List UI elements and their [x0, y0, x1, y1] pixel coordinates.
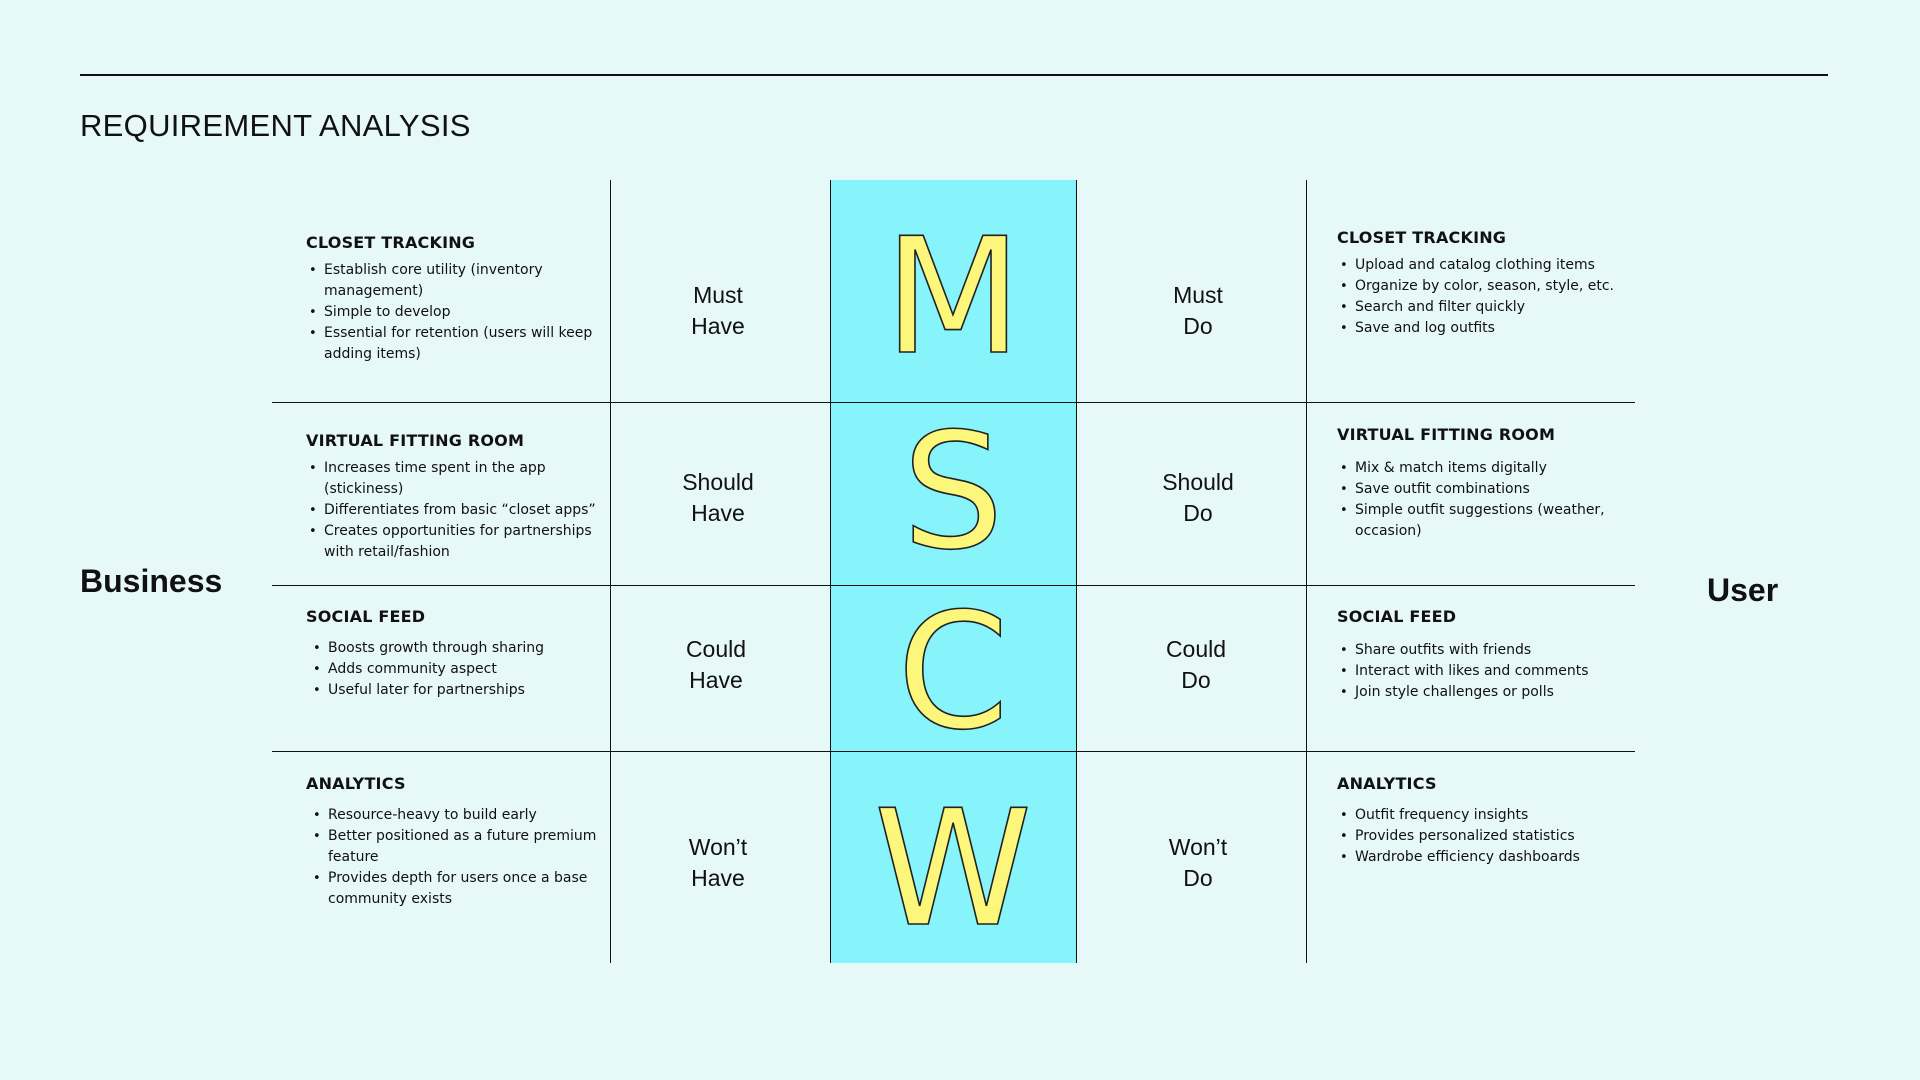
bullet-list: [1337, 805, 1637, 868]
bullet-list: [1337, 458, 1637, 542]
user-section-analytics: [1337, 774, 1637, 868]
moscow-letter-w: [830, 788, 1076, 938]
section-title: SOCIAL FEED: [1337, 607, 1457, 626]
list-item: • Outfit frequency insights: [1355, 805, 1637, 826]
business-section-virtual-fitting-room: [306, 431, 606, 563]
bullet-list: [1337, 640, 1637, 703]
user-section-virtual-fitting-room: [1337, 425, 1637, 542]
section-title: CLOSET TRACKING: [306, 233, 476, 252]
section-title: ANALYTICS: [1337, 774, 1437, 793]
list-item: • Interact with likes and comments: [1355, 661, 1637, 682]
moscow-letter-s: [830, 411, 1076, 561]
section-title: SOCIAL FEED: [306, 607, 426, 626]
business-section-closet-tracking: [306, 233, 606, 365]
business-priority-label: Could Have: [685, 636, 747, 693]
grid-horizontal-line: [272, 751, 1635, 752]
list-item: • Upload and catalog clothing items: [1355, 255, 1637, 276]
list-item: • Mix & match items digitally: [1355, 458, 1637, 479]
list-item: • Creates opportunities for partnerships with retail/fashion: [324, 521, 606, 563]
section-title: VIRTUAL FITTING ROOM: [306, 431, 525, 450]
business-section-social-feed: [306, 607, 606, 701]
bullet-list: [1337, 255, 1637, 339]
business-priority-label: Won’t Have: [688, 834, 748, 891]
bullet-list: [306, 260, 606, 365]
list-item: • Essential for retention (users will keep adding items): [324, 323, 606, 365]
list-item: • Provides depth for users once a base community exists: [328, 868, 606, 910]
business-side-label: Business: [80, 563, 223, 599]
section-title: ANALYTICS: [306, 774, 406, 793]
list-item: • Save and log outfits: [1355, 318, 1637, 339]
grid-horizontal-line: [272, 402, 1635, 403]
list-item: • Organize by color, season, style, etc.: [1355, 276, 1637, 297]
section-title: CLOSET TRACKING: [1337, 228, 1507, 247]
list-item: • Search and filter quickly: [1355, 297, 1637, 318]
svg-text:C: C: [897, 591, 1009, 741]
page-title: REQUIREMENT ANALYSIS: [80, 108, 471, 143]
user-priority-label: Could Do: [1165, 636, 1227, 693]
business-priority-label: Must Have: [691, 282, 745, 339]
business-priority-label: Should Have: [682, 469, 754, 526]
moscow-letter-m: [830, 217, 1076, 367]
user-section-closet-tracking: [1337, 228, 1637, 339]
list-item: • Share outfits with friends: [1355, 640, 1637, 661]
list-item: • Wardrobe efficiency dashboards: [1355, 847, 1637, 868]
business-section-analytics: [306, 774, 606, 910]
list-item: • Boosts growth through sharing: [328, 638, 606, 659]
bullet-list: [306, 638, 606, 701]
svg-text:W: W: [873, 788, 1033, 938]
grid-vertical-line: [1076, 180, 1077, 963]
top-divider: [80, 74, 1828, 76]
bullet-list: [306, 458, 606, 563]
user-priority-label: Should Do: [1162, 469, 1234, 526]
svg-text:S: S: [902, 411, 1004, 561]
list-item: • Increases time spent in the app (stickiness): [324, 458, 606, 500]
grid-horizontal-line: [272, 585, 1635, 586]
user-priority-label: Must Do: [1173, 282, 1223, 339]
list-item: • Save outfit combinations: [1355, 479, 1637, 500]
grid-vertical-line: [610, 180, 611, 963]
list-item: • Adds community aspect: [328, 659, 606, 680]
user-priority-label: Won’t Do: [1168, 834, 1228, 891]
list-item: • Provides personalized statistics: [1355, 826, 1637, 847]
user-section-social-feed: [1337, 607, 1637, 703]
list-item: • Better positioned as a future premium feature: [328, 826, 606, 868]
bullet-list: [306, 805, 606, 910]
list-item: • Useful later for partnerships: [328, 680, 606, 701]
list-item: • Simple to develop: [324, 302, 606, 323]
list-item: • Simple outfit suggestions (weather, occasion): [1355, 500, 1637, 542]
list-item: • Differentiates from basic “closet apps”: [324, 500, 606, 521]
list-item: • Join style challenges or polls: [1355, 682, 1637, 703]
user-side-label: User: [1707, 572, 1779, 608]
grid-vertical-line: [1306, 180, 1307, 963]
moscow-letter-c: [830, 591, 1076, 741]
list-item: • Resource-heavy to build early: [328, 805, 606, 826]
section-title: VIRTUAL FITTING ROOM: [1337, 425, 1556, 444]
list-item: • Establish core utility (inventory management): [324, 260, 606, 302]
svg-text:M: M: [883, 217, 1023, 367]
